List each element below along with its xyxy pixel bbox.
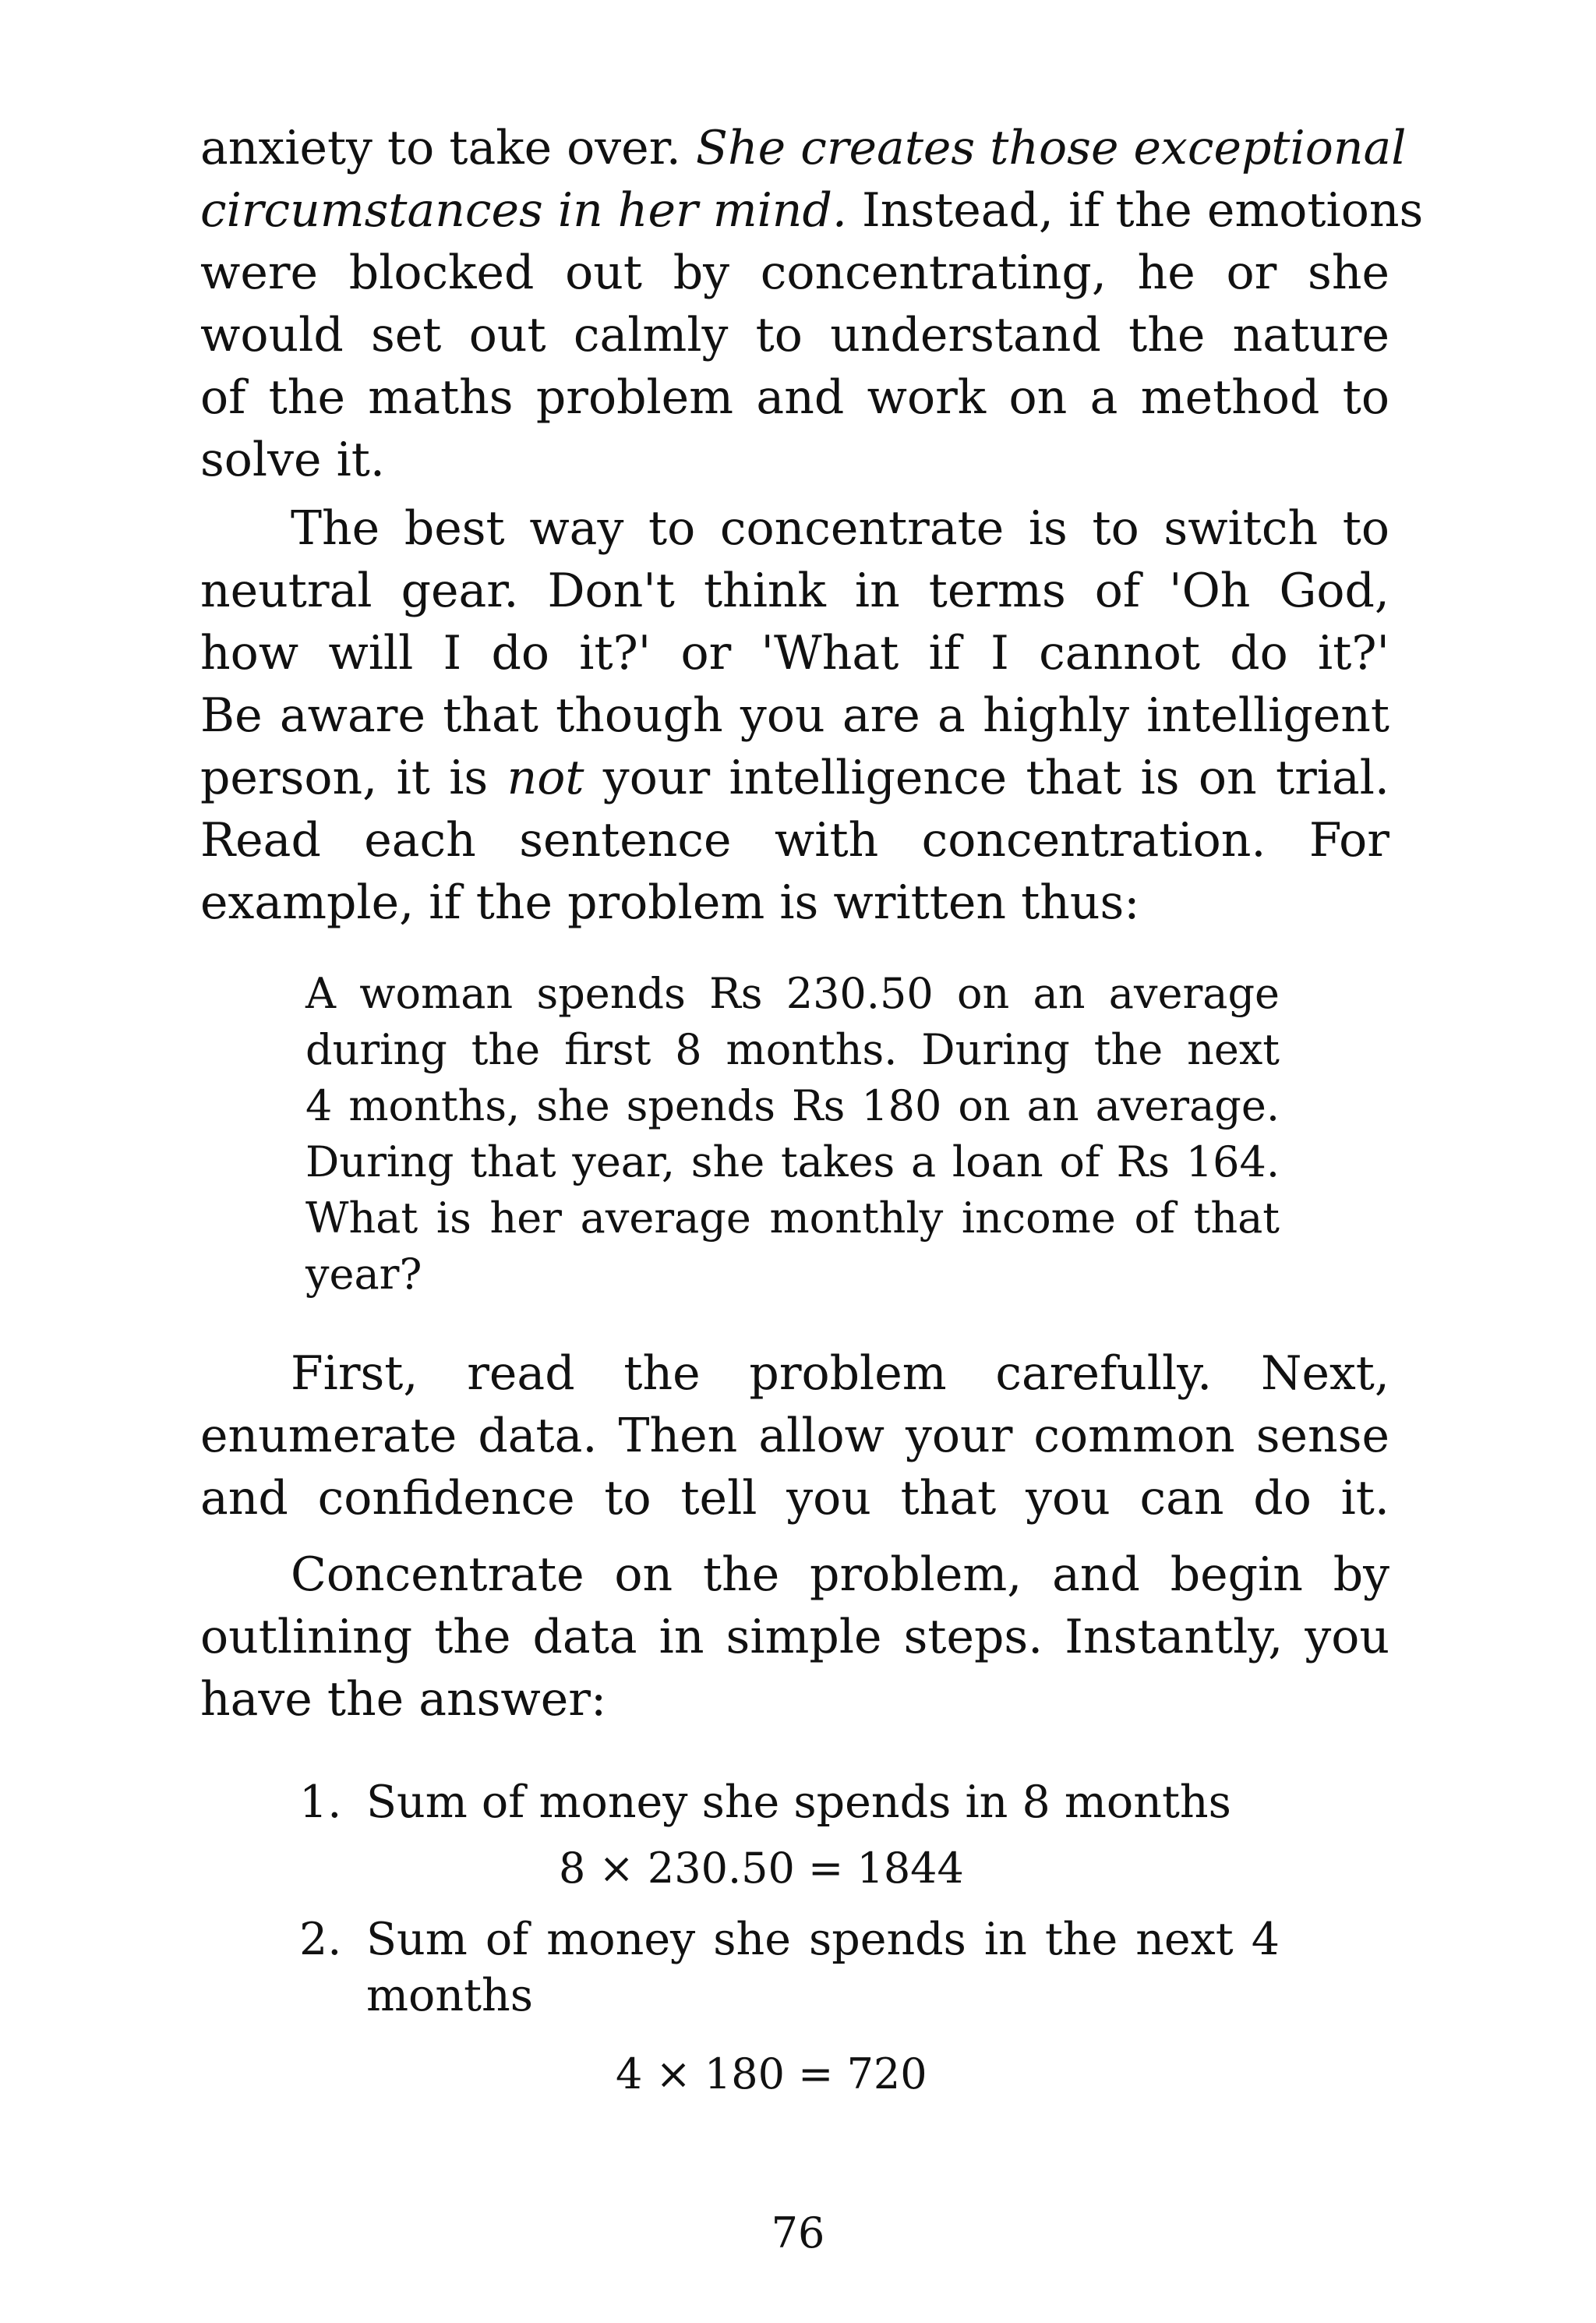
list-item-text: Sum of money she spends in the next 4 [366, 1914, 1280, 1965]
paragraph-line: example, if the problem is written thus: [200, 875, 1140, 930]
text-span: Instead, if the emotions [846, 183, 1424, 238]
list-item-text: Sum of money she spends in 8 months [366, 1777, 1231, 1828]
paragraph-line: Read each sentence with concentration. For [200, 813, 1389, 868]
paragraph-line: enumerate data. Then allow your common sense [200, 1409, 1389, 1463]
equation: 8 × 230.50 = 1844 [559, 1844, 964, 1893]
italic-text-span: circumstances in her mind. [200, 183, 847, 238]
problem-line: during the first 8 months. During the next [305, 1025, 1280, 1074]
text-span: anxiety to take over. [200, 121, 696, 175]
page-number: 76 [771, 2208, 825, 2258]
paragraph-line [200, 183, 1424, 238]
paragraph-line: outlining the data in simple steps. Instantly, you [200, 1610, 1389, 1664]
text-span: person, it is [200, 751, 507, 805]
equation: 4 × 180 = 720 [616, 2049, 927, 2098]
problem-line: year? [305, 1250, 422, 1299]
paragraph-line: The best way to concentrate is to switch to [291, 501, 1389, 556]
problem-line: What is her average monthly income of that [305, 1193, 1280, 1243]
list-number: 2. [299, 1914, 342, 1965]
problem-line: 4 months, she spends Rs 180 on an average. [305, 1081, 1280, 1130]
paragraph-line: have the answer: [200, 1672, 607, 1727]
paragraph-line: of the maths problem and work on a method to [200, 370, 1389, 425]
paragraph-line [200, 121, 1407, 175]
problem-line: During that year, she takes a loan of Rs 164. [305, 1137, 1280, 1186]
paragraph-line: Concentrate on the problem, and begin by [291, 1547, 1389, 1602]
paragraph-line: would set out calmly to understand the nature [200, 308, 1389, 362]
paragraph-line: First, read the problem carefully. Next, [291, 1346, 1389, 1401]
italic-text-span: not [507, 751, 584, 805]
paragraph-line: and confidence to tell you that you can do it. [200, 1471, 1389, 1526]
list-number: 1. [299, 1777, 342, 1828]
italic-text-span: She creates those exceptional [695, 121, 1407, 175]
paragraph-line: neutral gear. Don't think in terms of 'Oh God, [200, 564, 1389, 618]
text-span: your intelligence that is on trial. [584, 751, 1389, 805]
problem-line: A woman spends Rs 230.50 on an average [305, 969, 1280, 1018]
paragraph-line: Be aware that though you are a highly intelligent [200, 688, 1389, 743]
paragraph-line: how will I do it?' or 'What if I cannot do it?' [200, 626, 1389, 681]
list-item-text: months [366, 1970, 533, 2021]
paragraph-line [200, 751, 1389, 805]
paragraph-line: solve it. [200, 433, 385, 487]
paragraph-line: were blocked out by concentrating, he or she [200, 246, 1389, 300]
